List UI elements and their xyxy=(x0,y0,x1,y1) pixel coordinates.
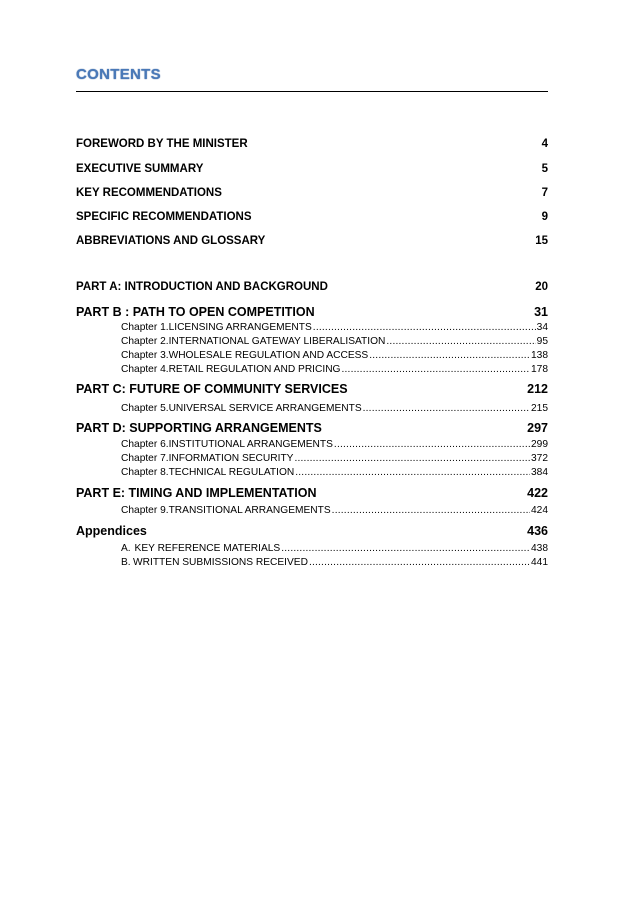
chapter-number: Chapter 2. xyxy=(121,336,169,347)
chapter-label: INSTITUTIONAL ARRANGEMENTS xyxy=(168,439,333,450)
title-underline xyxy=(76,91,548,92)
toc-entry-label: PART E: TIMING AND IMPLEMENTATION xyxy=(76,486,317,500)
toc-entry-page: 5 xyxy=(541,163,548,175)
dot-leader xyxy=(363,403,530,414)
appendix-label: KEY REFERENCE MATERIALS xyxy=(134,543,281,554)
chapter-page: 138 xyxy=(531,350,548,361)
toc-entry-part-c[interactable] xyxy=(76,381,548,397)
toc-entry-page: 20 xyxy=(535,281,548,293)
toc-chapter-6[interactable] xyxy=(121,439,548,451)
toc-entry-page: 15 xyxy=(535,235,548,247)
toc-entry-part-e[interactable] xyxy=(76,485,548,501)
toc-entry-label: EXECUTIVE SUMMARY xyxy=(76,163,204,175)
toc-entry-abbreviations[interactable] xyxy=(76,233,548,249)
chapter-label: TRANSITIONAL ARRANGEMENTS xyxy=(168,505,331,516)
toc-entry-part-b[interactable] xyxy=(76,304,548,320)
chapter-number: Chapter 3. xyxy=(121,350,169,361)
chapter-page: 215 xyxy=(531,403,548,414)
chapter-number: Chapter 8. xyxy=(121,467,169,478)
toc-entry-foreword[interactable] xyxy=(76,136,548,152)
chapter-label: UNIVERSAL SERVICE ARRANGEMENTS xyxy=(168,403,362,414)
toc-entry-page: 436 xyxy=(527,524,548,538)
toc-chapter-7[interactable] xyxy=(121,453,548,465)
dot-leader xyxy=(309,557,530,568)
dot-leader xyxy=(295,467,530,478)
chapter-number: Chapter 4. xyxy=(121,364,169,375)
toc-appendix-b[interactable] xyxy=(121,557,548,569)
dot-leader xyxy=(313,322,536,333)
chapter-page: 34 xyxy=(536,322,548,333)
toc-entry-page: 297 xyxy=(527,421,548,435)
toc-entry-appendices[interactable] xyxy=(76,523,548,539)
toc-entry-part-d[interactable] xyxy=(76,420,548,436)
toc-entry-label: Appendices xyxy=(76,524,147,538)
chapter-label: INTERNATIONAL GATEWAY LIBERALISATION xyxy=(168,336,386,347)
dot-leader xyxy=(386,336,535,347)
chapter-number: Chapter 7. xyxy=(121,453,169,464)
appendix-page: 441 xyxy=(531,557,548,568)
toc-chapter-5[interactable] xyxy=(121,403,548,415)
appendix-letter: A. xyxy=(121,543,131,554)
dot-leader xyxy=(334,439,530,450)
toc-chapter-8[interactable] xyxy=(121,467,548,479)
toc-entry-specific-recommendations[interactable] xyxy=(76,209,548,225)
chapter-number: Chapter 5. xyxy=(121,403,169,414)
chapter-page: 372 xyxy=(531,453,548,464)
chapter-label: INFORMATION SECURITY xyxy=(168,453,294,464)
chapter-page: 299 xyxy=(531,439,548,450)
chapter-label: WHOLESALE REGULATION AND ACCESS xyxy=(168,350,369,361)
toc-entry-label: FOREWORD BY THE MINISTER xyxy=(76,138,248,150)
toc-entry-label: PART D: SUPPORTING ARRANGEMENTS xyxy=(76,421,322,435)
toc-entry-label: PART A: INTRODUCTION AND BACKGROUND xyxy=(76,281,328,293)
toc-chapter-3[interactable] xyxy=(121,350,548,362)
chapter-page: 384 xyxy=(531,467,548,478)
appendix-page: 438 xyxy=(531,543,548,554)
toc-chapter-4[interactable] xyxy=(121,364,548,376)
chapter-page: 178 xyxy=(531,364,548,375)
dot-leader xyxy=(369,350,530,361)
toc-entry-page: 4 xyxy=(541,138,548,150)
toc-entry-page: 422 xyxy=(527,486,548,500)
toc-entry-page: 7 xyxy=(541,187,548,199)
dot-leader xyxy=(281,543,530,554)
toc-entry-page: 31 xyxy=(534,305,548,319)
chapter-label: RETAIL REGULATION AND PRICING xyxy=(168,364,341,375)
toc-entry-label: PART C: FUTURE OF COMMUNITY SERVICES xyxy=(76,382,348,396)
appendix-letter: B. xyxy=(121,557,131,568)
dot-leader xyxy=(341,364,530,375)
chapter-number: Chapter 6. xyxy=(121,439,169,450)
dot-leader xyxy=(294,453,530,464)
toc-appendix-a[interactable] xyxy=(121,543,548,555)
toc-entry-page: 212 xyxy=(527,382,548,396)
appendix-label: WRITTEN SUBMISSIONS RECEIVED xyxy=(133,557,308,568)
dot-leader xyxy=(332,505,530,516)
toc-entry-part-a[interactable] xyxy=(76,279,548,295)
toc-entry-executive-summary[interactable] xyxy=(76,161,548,177)
toc-entry-key-recommendations[interactable] xyxy=(76,185,548,201)
chapter-number: Chapter 1. xyxy=(121,322,169,333)
chapter-label: LICENSING ARRANGEMENTS xyxy=(168,322,312,333)
toc-entry-label: KEY RECOMMENDATIONS xyxy=(76,187,222,199)
page-title: CONTENTS xyxy=(76,66,161,83)
chapter-number: Chapter 9. xyxy=(121,505,169,516)
chapter-label: TECHNICAL REGULATION xyxy=(168,467,295,478)
toc-chapter-1[interactable] xyxy=(121,322,548,334)
toc-entry-label: PART B : PATH TO OPEN COMPETITION xyxy=(76,305,315,319)
toc-entry-label: SPECIFIC RECOMMENDATIONS xyxy=(76,211,252,223)
chapter-page: 424 xyxy=(531,505,548,516)
toc-entry-page: 9 xyxy=(541,211,548,223)
toc-chapter-2[interactable] xyxy=(121,336,548,348)
toc-chapter-9[interactable] xyxy=(121,505,548,517)
chapter-page: 95 xyxy=(536,336,548,347)
toc-entry-label: ABBREVIATIONS AND GLOSSARY xyxy=(76,235,266,247)
